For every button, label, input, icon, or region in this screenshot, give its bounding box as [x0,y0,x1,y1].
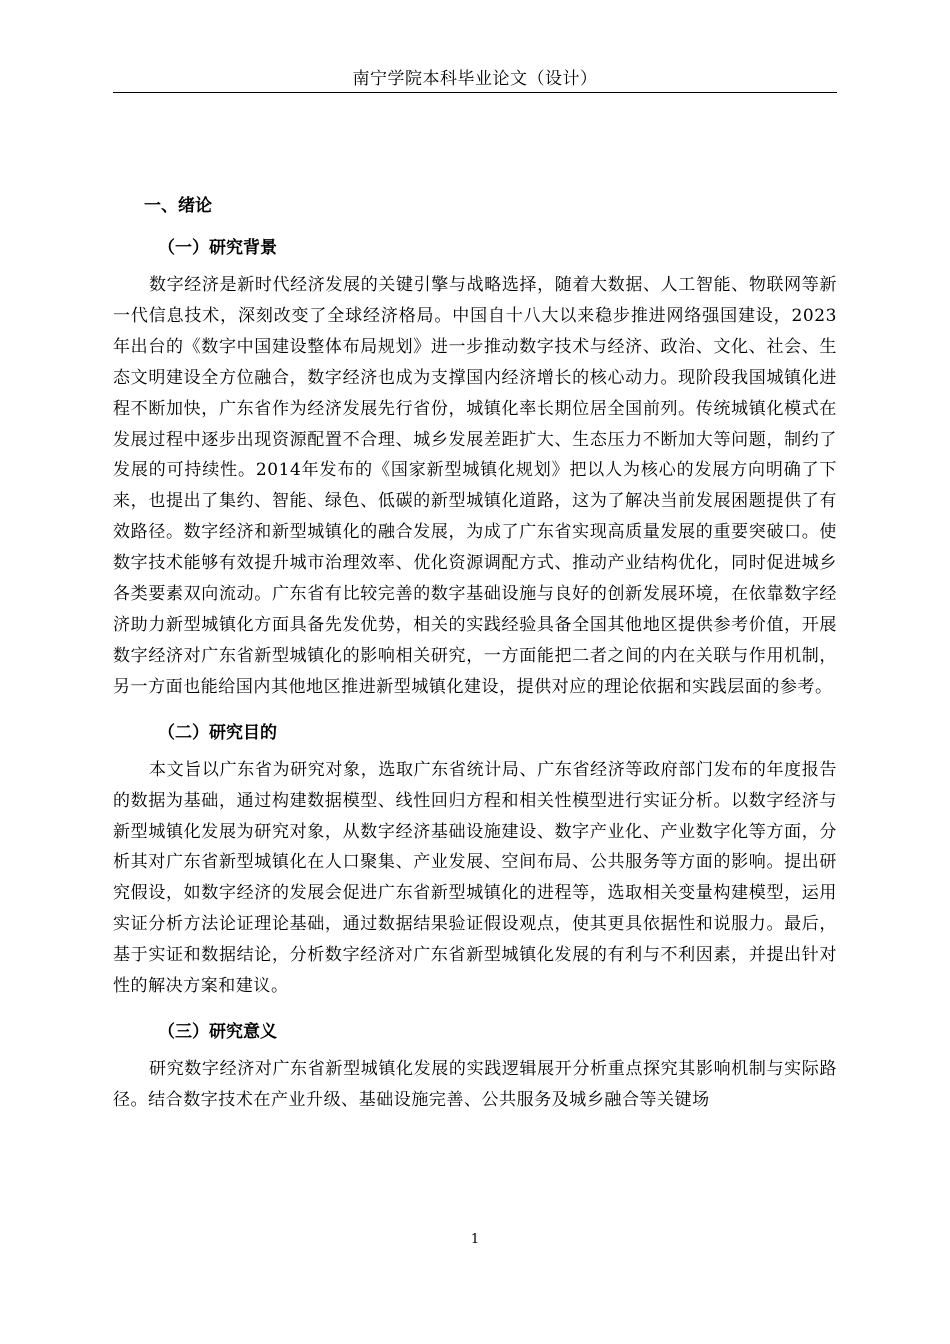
page-number: 1 [470,1232,480,1247]
paragraph-background: 数字经济是新时代经济发展的关键引擎与战略选择，随着大数据、人工智能、物联网等新一代信息技术，深刻改变了全球经济格局。中国自十八大以来稳步推进网络强国建设，2023年出台的《数字中国建设整体布局规划》进一步推动数字技术与经济、政治、文化、社会、生态文明建设全方位融合，数字经济也成为支撑国内经济增长的核心动力。现阶段我国城镇化进程不断加快，广东省作为经济发展先行省份，城镇化率长期位居全国前列。传统城镇化模式在发展过程中逐步出现资源配置不合理、城乡发展差距扩大、生态压力不断加大等问题，制约了发展的可持续性。2014年发布的《国家新型城镇化规划》把以人为核心的发展方向明确了下来，也提出了集约、智能、绿色、低碳的新型城镇化道路，这为了解决当前发展困题提供了有效路径。数字经济和新型城镇化的融合发展，为成了广东省实现高质量发展的重要突破口。使数字技术能够有效提升城市治理效率、优化资源调配方式、推动产业结构优化，同时促进城乡各类要素双向流动。广东省有比较完善的数字基础设施与良好的创新发展环境，在依靠数字经济助力新型城镇化方面具备先发优势，相关的实践经验具备全国其他地区提供参考价值，开展数字经济对广东省新型城镇化的影响相关研究，一方面能把二者之间的内在关联与作用机制，另一方面也能给国内其他地区推进新型城镇化建设，提供对应的理论依据和实践层面的参考。 [113,275,837,697]
paragraph-purpose: 本文旨以广东省为研究对象，选取广东省统计局、广东省经济等政府部门发布的年度报告的数据为基础，通过构建数据模型、线性回归方程和相关性模型进行实证分析。以数字经济与新型城镇化发展为研究对象，从数字经济基础设施建设、数字产业化、产业数字化等方面，分析其对广东省新型城镇化在人口聚集、产业发展、空间布局、公共服务等方面的影响。提出研究假设，如数字经济的发展会促进广东省新型城镇化的进程等，选取相关变量构建模型，运用实证分析方法论证理论基础，通过数据结果验证假设观点，使其更具依据性和说服力。最后，基于实证和数据结论，分析数字经济对广东省新型城镇化发展的有利与不利因素，并提出针对性的解决方案和建议。 [113,759,837,997]
subsection-heading-background: （一）研究背景 [158,238,277,258]
paragraph-significance: 研究数字经济对广东省新型城镇化发展的实践逻辑展开分析重点探究其影响机制与实际路径。结合数字技术在产业升级、基础设施完善、公共服务及城乡融合等关键场 [113,1058,837,1110]
header-rule [113,92,837,93]
subsection-heading-significance: （三）研究意义 [158,1021,277,1042]
subsection-heading-purpose: （二）研究目的 [158,722,277,743]
section-heading-introduction: 一、绪论 [144,196,212,216]
running-header: 南宁学院本科毕业论文（设计） [352,69,598,89]
body-text [113,186,837,1126]
